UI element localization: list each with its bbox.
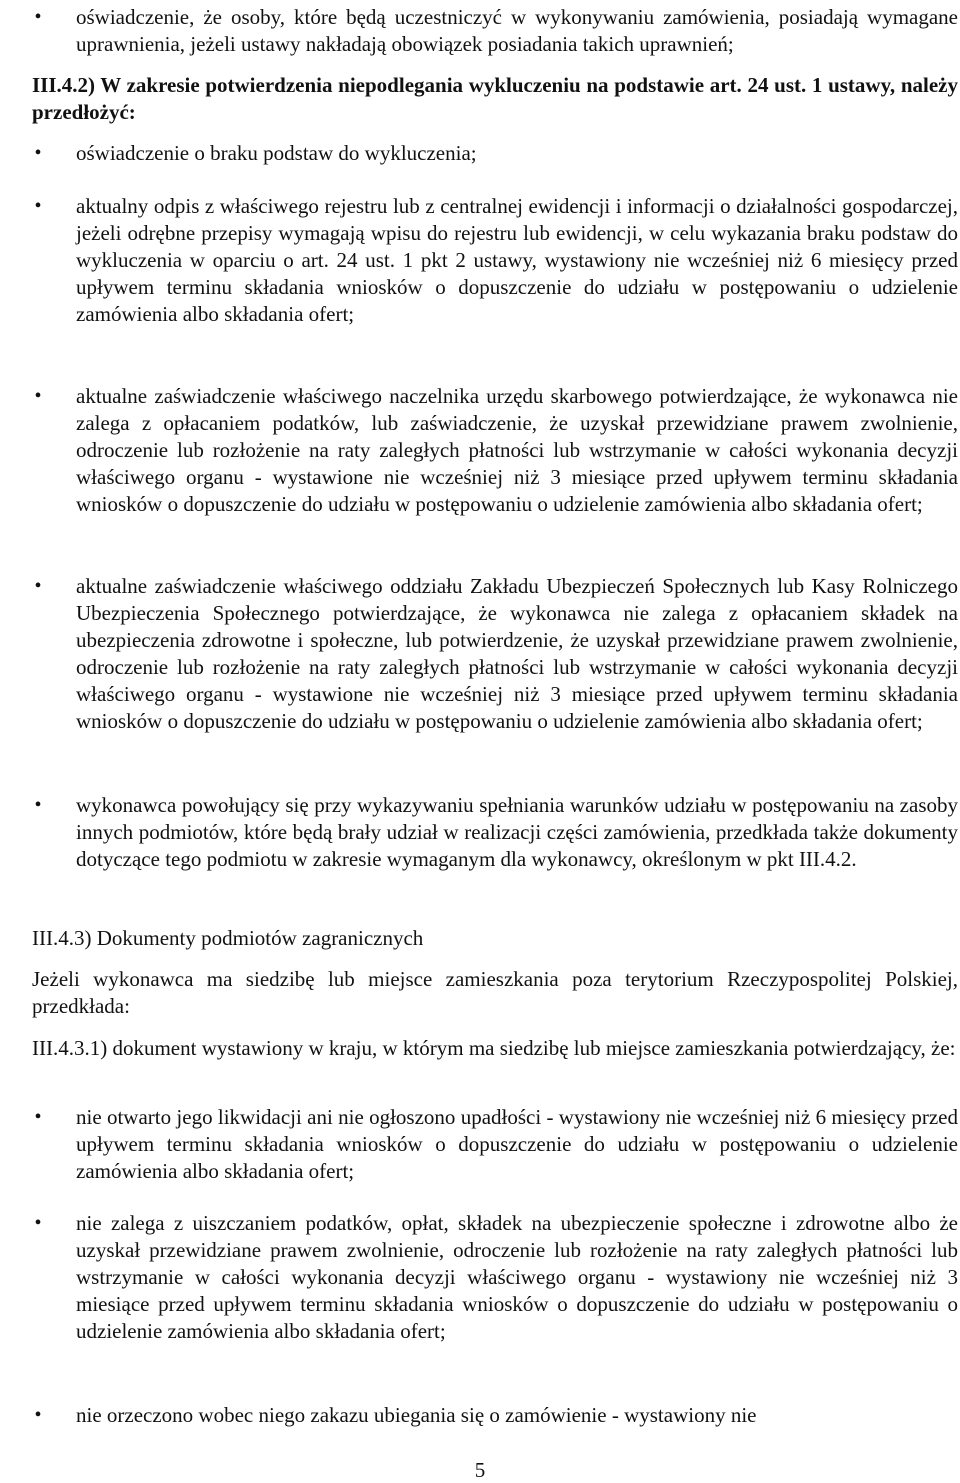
bullet-icon: • [34,1404,42,1426]
list-item-text: nie zalega z uiszczaniem podatków, opłat, składek na ubezpieczenie społeczne i zdrowotne albo że uzyskał przewidziane prawem zwolnienie, odroczenie lub rozłożenie na raty zaległych płatności lub wstrzymanie w całości wykonania decyzji właściwego organu - wystawiony nie wcześniej niż 3 miesiące przed upływem terminu składania wniosków o dopuszczenie do udziału w postępowaniu o udzielenie zamówienia albo składania ofert; [76,1211,958,1343]
list-item-text: oświadczenie, że osoby, które będą uczestniczyć w wykonywaniu zamówienia, posiadają wymagane uprawnienia, jeżeli ustawy nakładają obowiązek posiadania takich uprawnień; [76,5,958,56]
list-item [32,193,958,328]
list-item [32,140,958,167]
bullet-icon: • [34,195,42,217]
bullet-icon: • [34,794,42,816]
list-item [32,1104,958,1185]
sub-heading-iii-4-3-1: III.4.3.1) dokument wystawiony w kraju, w którym ma siedzibę lub miejsce zamieszkania potwierdzający, że: [32,1036,956,1060]
intro-paragraph: Jeżeli wykonawca ma siedzibę lub miejsce zamieszkania poza terytorium Rzeczypospolitej Polskiej, przedkłada: [32,967,958,1018]
list-item-text: wykonawca powołujący się przy wykazywaniu spełniania warunków udziału w postępowaniu na zasoby innych podmiotów, które będą brały udział w realizacji części zamówienia, przedkłada także dokumenty dotyczące tego podmiotu w zakresie wymaganym dla wykonawcy, określonym w pkt III.4.2. [76,793,958,871]
section-heading-iii-4-3: III.4.3) Dokumenty podmiotów zagranicznych [32,926,424,950]
bullet-icon: • [34,1106,42,1128]
bullet-icon: • [34,385,42,407]
list-item-text: aktualne zaświadczenie właściwego naczelnika urzędu skarbowego potwierdzające, że wykonawca nie zalega z opłacaniem podatków, lub zaświadczenie, że uzyskał przewidziane prawem zwolnienie, odroczenie lub rozłożenie na raty zaległych płatności lub wstrzymanie w całości wykonania decyzji właściwego organu - wystawione nie wcześniej niż 3 miesiące przed upływem terminu składania wniosków o dopuszczenie do udziału w postępowaniu o udzielenie zamówienia albo składania ofert; [76,384,958,516]
bullet-icon: • [34,1212,42,1234]
list-item [32,792,958,873]
section-heading-iii-4-2: III.4.2) W zakresie potwierdzenia niepodlegania wykluczeniu na podstawie art. 24 ust. 1 ustawy, należy przedłożyć: [32,73,958,124]
list-item-text: nie orzeczono wobec niego zakazu ubiegania się o zamówienie - wystawiony nie [76,1403,757,1427]
bullet-icon: • [34,142,42,164]
list-item-text: aktualne zaświadczenie właściwego oddziału Zakładu Ubezpieczeń Społecznych lub Kasy Rolniczego Ubezpieczenia Społecznego potwierdzające, że wykonawca nie zalega z opłacaniem składek na ubezpieczenia zdrowotne i społeczne, lub potwierdzenie, że uzyskał przewidziane prawem zwolnienie, odroczenie lub rozłożenie na raty zaległych płatności lub wstrzymanie w całości wykonania decyzji właściwego organu - wystawione nie wcześniej niż 3 miesiące przed upływem terminu składania wniosków o dopuszczenie do udziału w postępowaniu o udzielenie zamówienia albo składania ofert; [76,574,958,733]
bullet-icon: • [34,6,42,28]
list-item [32,573,958,735]
list-item [32,1210,958,1345]
list-item-text: aktualny odpis z właściwego rejestru lub z centralnej ewidencji i informacji o działalności gospodarczej, jeżeli odrębne przepisy wymagają wpisu do rejestru lub ewidencji, w celu wykazania braku podstaw do wykluczenia w oparciu o art. 24 ust. 1 pkt 2 ustawy, wystawiony nie wcześniej niż 6 miesięcy przed upływem terminu składania wniosków o dopuszczenie do udziału w postępowaniu o udzielenie zamówienia albo składania ofert; [76,194,958,326]
list-item-text: oświadczenie o braku podstaw do wykluczenia; [76,141,477,165]
list-item [32,4,958,58]
page-number: 5 [474,1458,486,1482]
list-item [32,383,958,518]
list-item-text: nie otwarto jego likwidacji ani nie ogłoszono upadłości - wystawiony nie wcześniej niż 6 miesięcy przed upływem terminu składania wniosków o dopuszczenie do udziału w postępowaniu o udzielenie zamówienia albo składania ofert; [76,1105,958,1183]
bullet-icon: • [34,575,42,597]
list-item [32,1402,958,1429]
